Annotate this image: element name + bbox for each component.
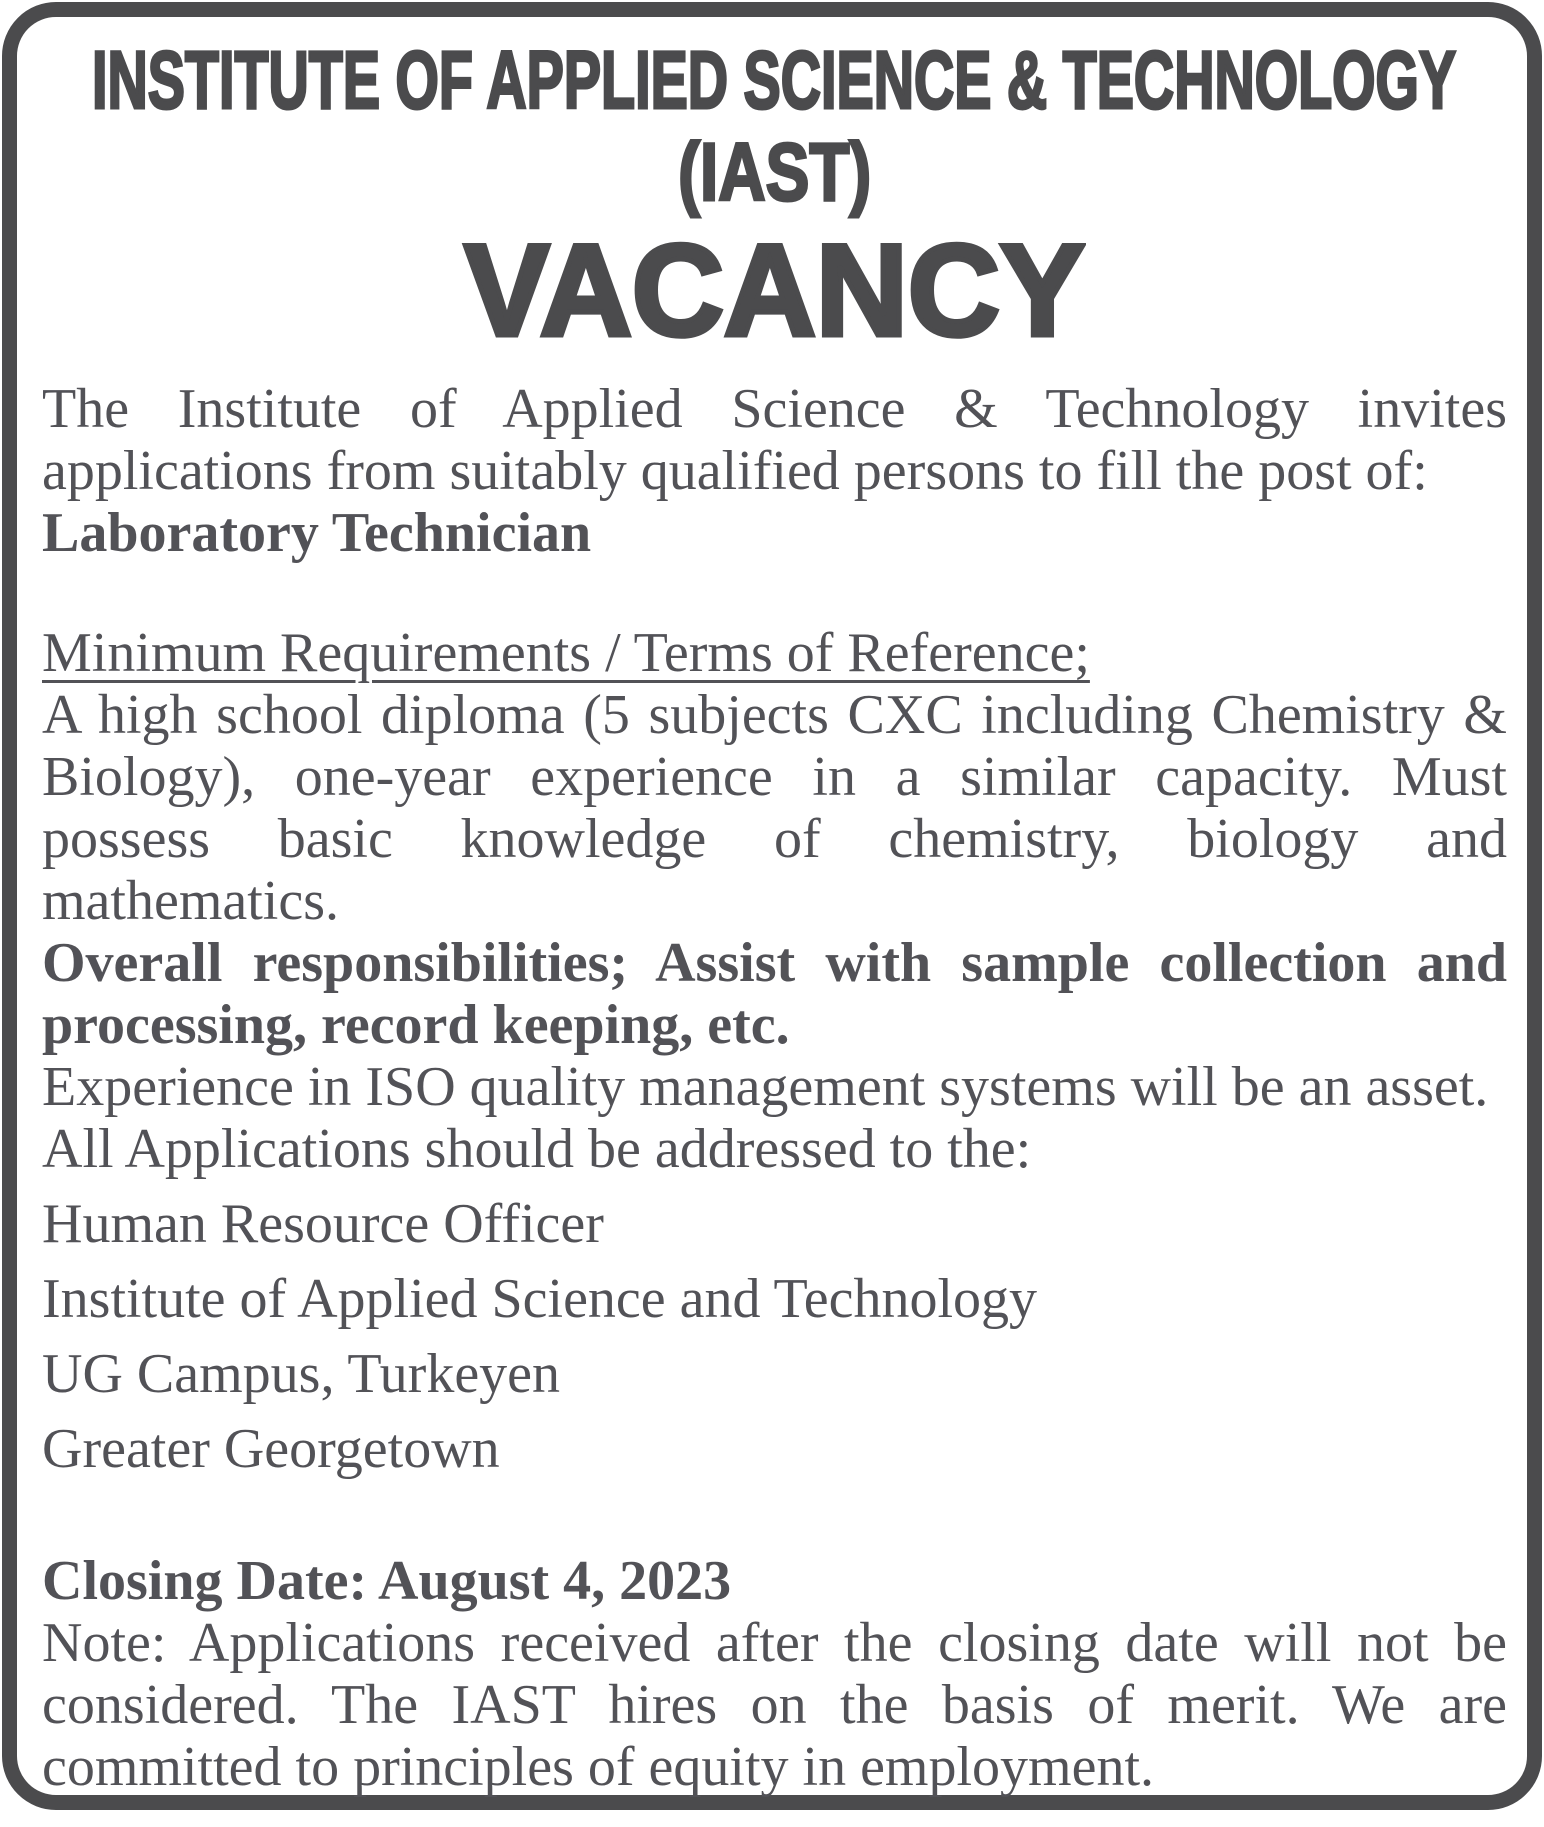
text-line: Laboratory Technician	[42, 502, 592, 564]
paragraph	[42, 684, 1507, 932]
text-line: Greater Georgetown	[42, 1418, 500, 1480]
text-line: mathematics.	[42, 870, 340, 932]
institute-abbreviation: (IAST)	[677, 127, 872, 218]
text-line: The Institute of Applied Science & Technology invites	[42, 378, 1507, 440]
paragraph	[42, 378, 1507, 502]
text-line: Note: Applications received after the closing date will not be	[42, 1612, 1507, 1674]
text-line: considered. The IAST hires on the basis of merit. We are	[42, 1674, 1507, 1736]
ad-body	[42, 378, 1507, 1798]
section-heading	[42, 622, 1507, 684]
text-line: processing, record keeping, etc.	[42, 994, 790, 1056]
vertical-spacer	[42, 564, 1507, 622]
text-line: applications from suitably qualified persons to fill the post of:	[42, 440, 1428, 502]
text-line: Human Resource Officer	[42, 1193, 604, 1255]
text-line: Overall responsibilities; Assist with sample collection and	[42, 932, 1507, 994]
text-line: possess basic knowledge of chemistry, biology and	[42, 808, 1507, 870]
paragraph	[42, 1612, 1507, 1798]
address-line	[42, 1343, 1507, 1405]
institute-title: INSTITUTE OF APPLIED SCIENCE & TECHNOLOGY	[92, 35, 1457, 126]
vertical-spacer	[42, 1480, 1507, 1550]
address-line	[42, 1418, 1507, 1480]
text-line: A high school diploma (5 subjects CXC including Chemistry &	[42, 684, 1507, 746]
paragraph	[42, 1056, 1507, 1118]
paragraph	[42, 502, 1507, 564]
vacancy-heading-row	[42, 217, 1507, 363]
text-line: Closing Date: August 4, 2023	[42, 1550, 732, 1612]
address-line	[42, 1268, 1507, 1330]
text-line: Biology), one-year experience in a similar capacity. Must	[42, 746, 1507, 808]
text-line: Minimum Requirements / Terms of Reference;	[42, 622, 1090, 684]
text-line: Institute of Applied Science and Technology	[42, 1268, 1038, 1330]
vacancy-heading: VACANCY	[464, 217, 1085, 363]
paragraph	[42, 932, 1507, 1056]
institute-title-row	[42, 33, 1507, 129]
institute-abbreviation-row	[42, 129, 1507, 217]
text-line: All Applications should be addressed to the:	[42, 1118, 1032, 1180]
ad-border-frame	[2, 2, 1542, 1810]
text-line: committed to principles of equity in employment.	[42, 1736, 1155, 1798]
paragraph	[42, 1550, 1507, 1612]
ad-header	[42, 33, 1507, 363]
text-line: UG Campus, Turkeyen	[42, 1343, 561, 1405]
paragraph	[42, 1118, 1507, 1180]
address-line	[42, 1193, 1507, 1255]
text-line: Experience in ISO quality management systems will be an asset.	[42, 1056, 1489, 1118]
